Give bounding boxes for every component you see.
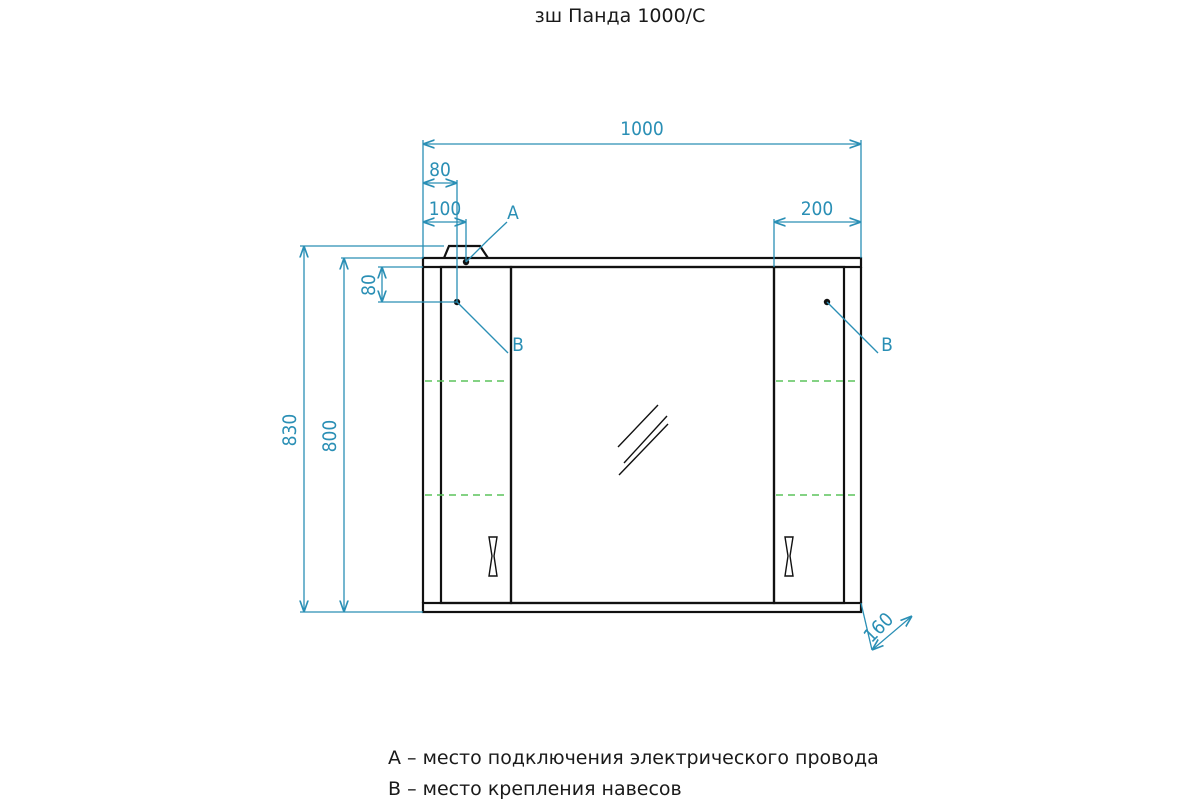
dim-offset-100: 100 (428, 198, 462, 220)
cabinet-body (423, 246, 861, 612)
dim-total-width: 1000 (620, 118, 664, 140)
marker-b-right: B (881, 334, 893, 356)
right-door (774, 267, 844, 603)
dim-offset-80-vertical: 80 (358, 274, 380, 296)
right-handle-icon (785, 537, 793, 576)
mirror-panel (511, 267, 774, 603)
drawing-title: зш Панда 1000/С (534, 5, 706, 27)
dim-depth: 160 (859, 608, 899, 648)
shelves (425, 381, 859, 495)
dim-offset-80-top: 80 (429, 159, 451, 181)
left-handle-icon (489, 537, 497, 576)
marker-a: A (507, 202, 519, 224)
legend (388, 747, 879, 800)
dim-body-height: 800 (319, 419, 341, 453)
legend-line-b: В – место крепления навесов (388, 778, 682, 800)
legend-line-a: А – место подключения электрического провода (388, 747, 879, 769)
mirror-reflection-mark (618, 405, 668, 475)
left-door (441, 267, 511, 603)
dim-side-width-200: 200 (800, 198, 834, 220)
marker-b-left: B (512, 334, 524, 356)
dim-total-height: 830 (279, 413, 301, 447)
